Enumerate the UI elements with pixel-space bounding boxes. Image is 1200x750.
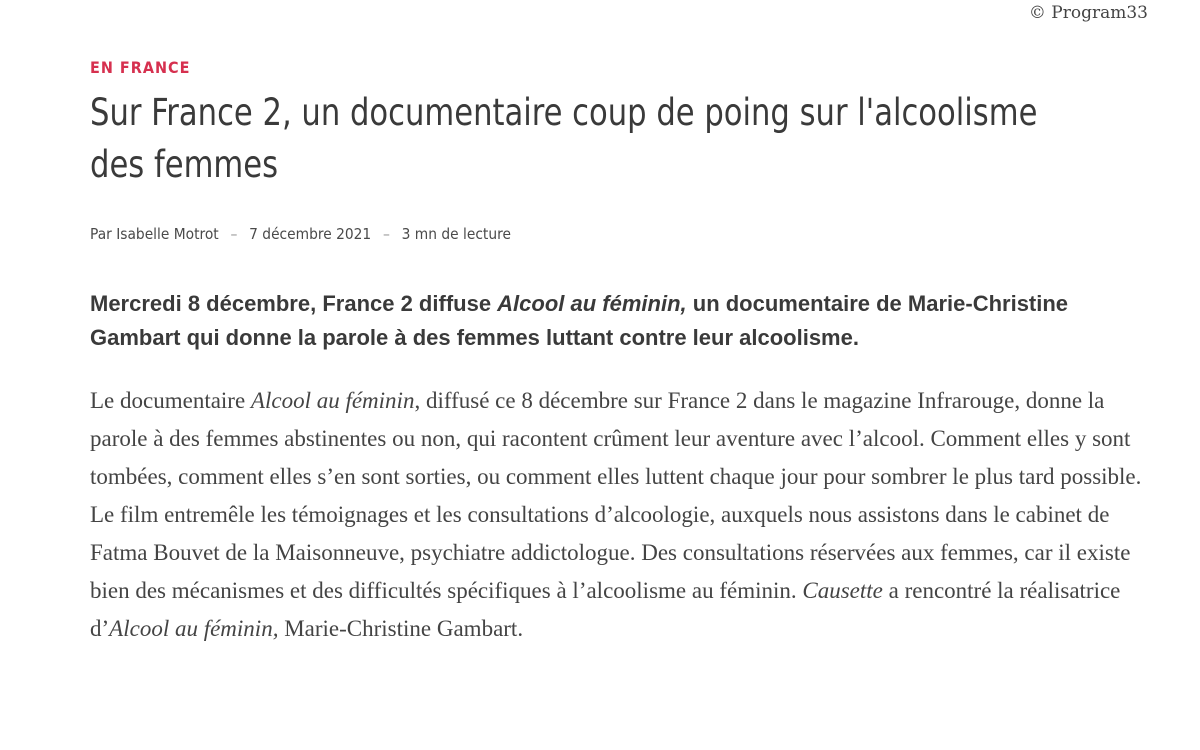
article-body-paragraph [90,382,1150,648]
body-text: , diffusé ce 8 décembre sur France 2 dans le magazine Infrarouge, donne la parole à des femmes abstinentes ou non, qui racontent crûment leur aventure avec l’alcool. Comment elles y sont tombées, comment elles s’en sont sorties, ou comment elles luttent chaque jour pour sombrer le plus tard possible. Le film entremêle les témoignages et les consultations d’alcoologie, auxquels nous assistons dans le cabinet de Fatma Bouvet de la Maisonneuve, psychiatre addictologue. Des consultations réservées aux femmes, car il existe bien des mécanismes et des difficultés spécifiques à l’alcoolisme au féminin. [90,388,1142,603]
article-lead [90,287,1150,355]
body-text: Marie-Christine Gambart. [278,616,524,641]
article [90,58,1150,671]
byline-separator: – [382,225,390,243]
lead-film-title: Alcool au féminin, [497,291,687,316]
copyright-watermark: © Program33 [1028,3,1148,23]
byline [90,225,1065,243]
body-text: Le documentaire [90,388,251,413]
body-magazine-name: Causette [802,578,883,603]
author[interactable]: Par Isabelle Motrot [90,225,219,243]
body-text: a rencontré la réalisatrice d’ [90,578,1121,641]
lead-text: un documentaire de Marie-Christine Gambart qui donne la parole à des femmes luttant contre leur alcoolisme. [90,291,1069,350]
reading-time: 3 mn de lecture [401,225,511,243]
byline-separator: – [230,225,238,243]
article-title: Sur France 2, un documentaire coup de poing sur l'alcoolisme des femmes [90,91,1038,186]
lead-text: Mercredi 8 décembre, France 2 diffuse [90,291,498,316]
body-film-title: Alcool au féminin, [109,616,279,641]
category-label[interactable]: EN FRANCE [90,58,191,77]
publish-date: 7 décembre 2021 [249,225,372,243]
body-film-title: Alcool au féminin [250,388,415,413]
